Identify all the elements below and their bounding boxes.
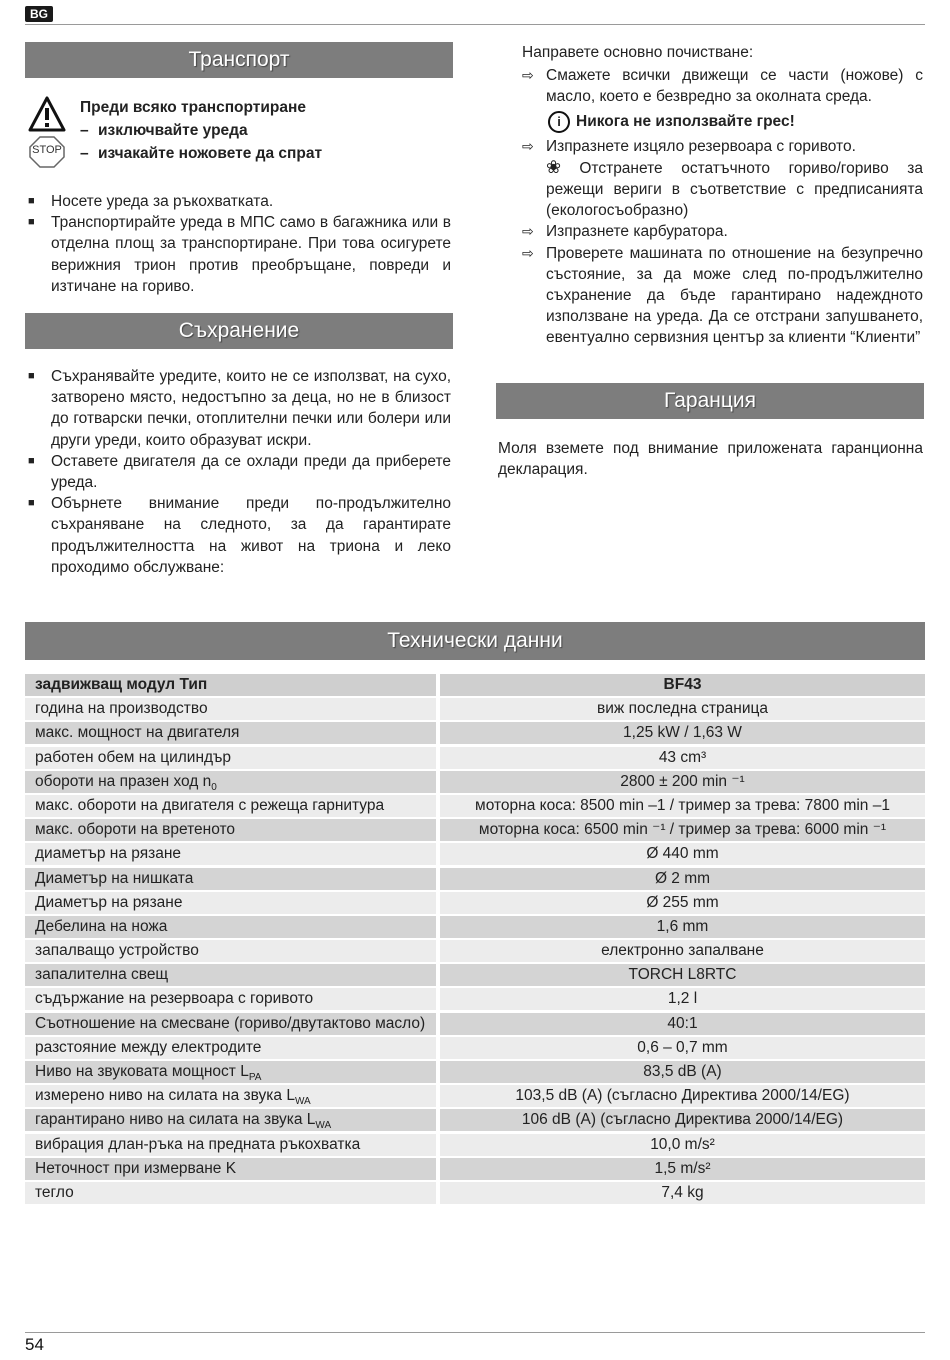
spec-value: 10,0 m/s² xyxy=(440,1134,925,1156)
table-row xyxy=(25,747,925,769)
spec-value: моторна коса: 6500 min ⁻¹ / тример за трева: 6000 min ⁻¹ xyxy=(440,819,925,841)
storage-heading: Съхранение xyxy=(25,313,453,349)
spec-value: 1,2 l xyxy=(440,988,925,1010)
spec-label: диаметър на рязане xyxy=(25,843,436,865)
list-item: ■ Носете уреда за ръкохватката. xyxy=(28,193,274,210)
spec-label: разстояние между електродите xyxy=(25,1037,436,1059)
spec-value: 83,5 dB (A) xyxy=(440,1061,925,1083)
spec-value: моторна коса: 8500 min –1 / тример за трева: 7800 min –1 xyxy=(440,795,925,817)
table-row xyxy=(25,771,925,793)
spec-label: Диаметър на рязане xyxy=(25,892,436,914)
table-row xyxy=(25,940,925,962)
spec-value: 106 dB (A) (съгласно Директива 2000/14/EG) xyxy=(440,1109,925,1131)
list-item: ■ Оставете двигателя да се охлади преди да приберете уреда. xyxy=(28,452,451,492)
table-row xyxy=(25,819,925,841)
spec-label: задвижващ модул Тип xyxy=(25,674,436,696)
transport-heading: Транспорт xyxy=(25,42,453,78)
cleaning-section xyxy=(522,42,923,349)
info-icon: i xyxy=(548,111,570,133)
spec-label: работен обем на цилиндър xyxy=(25,747,436,769)
table-row xyxy=(25,674,925,696)
table-row xyxy=(25,1158,925,1180)
cleaning-item: ⇨ Изпразнете карбуратора. xyxy=(522,221,923,242)
eco-flower-icon: ❀ xyxy=(546,156,576,177)
spec-value: 1,25 kW / 1,63 W xyxy=(440,722,925,744)
spec-value: 1,5 m/s² xyxy=(440,1158,925,1180)
spec-value: виж последна страница xyxy=(440,698,925,720)
spec-value: Ø 2 mm xyxy=(440,868,925,890)
stop-sign-label: STOP xyxy=(32,144,62,156)
arrow-right-icon: ⇨ xyxy=(522,244,534,261)
table-row xyxy=(25,868,925,890)
spec-label: обороти на празен ход $n_0$ xyxy=(25,771,436,793)
cleaning-item: ⇨ Смажете всички движещи се части (ножове) с масло, което е безвредно за околната среда. xyxy=(522,67,923,106)
spec-value: 103,5 dB (A) (съгласно Директива 2000/14/EG) xyxy=(440,1085,925,1107)
spec-value: BF43 xyxy=(440,674,925,696)
eco-note: ❀ Отстранете остатъчното гориво/гориво за режещи вериги в съответствие с предписанията (екологосъобразно) xyxy=(546,156,923,220)
spec-value: 40:1 xyxy=(440,1013,925,1035)
spec-label: вибрация длан-ръка на предната ръкохватка xyxy=(25,1134,436,1156)
spec-label: макс. обороти на двигателя с режеща гарнитура xyxy=(25,795,436,817)
spec-value: 0,6 – 0,7 mm xyxy=(440,1037,925,1059)
spec-value: 7,4 kg xyxy=(440,1182,925,1204)
list-item: ■ Обърнете внимание преди по-продължително съхраняване на следното, за да гарантирате продължителността на живот на триона и леко проходимо обслужване: xyxy=(28,495,451,576)
tech-heading: Технически данни xyxy=(25,622,925,660)
spec-label: запалителна свещ xyxy=(25,964,436,986)
table-row xyxy=(25,1182,925,1204)
table-row xyxy=(25,698,925,720)
table-row xyxy=(25,964,925,986)
spec-label: съдържание на резервоара с горивото xyxy=(25,988,436,1010)
spec-label: измерено ниво на силата на звука $L_{WA}$ xyxy=(25,1085,436,1107)
warranty-heading: Гаранция xyxy=(496,383,924,419)
table-row xyxy=(25,988,925,1010)
table-row xyxy=(25,1109,925,1131)
warning-item: – изчакайте ножовете да спрат xyxy=(80,145,323,162)
table-row xyxy=(25,795,925,817)
list-item: ■ Транспортирайте уреда в МПС само в багажника или в отделна площ за транспортиране. При това осигурете верижния трион против преобръщане, повреди и изтичане на гориво. xyxy=(28,214,451,295)
header-rule xyxy=(25,24,925,25)
spec-value: Ø 255 mm xyxy=(440,892,925,914)
stop-sign-icon xyxy=(29,136,65,168)
table-row xyxy=(25,1134,925,1156)
spec-label: Дебелина на ножа xyxy=(25,916,436,938)
arrow-right-icon: ⇨ xyxy=(522,67,534,84)
spec-label: тегло xyxy=(25,1182,436,1204)
spec-value: 43 cm³ xyxy=(440,747,925,769)
warranty-text: Моля вземете под внимание приложената гаранционна декларация. xyxy=(498,440,923,479)
page-number: 54 xyxy=(25,1335,44,1354)
transport-bullets xyxy=(25,191,451,297)
footer-rule xyxy=(25,1332,925,1333)
table-row xyxy=(25,892,925,914)
warning-title: Преди всяко транспортиране xyxy=(80,99,306,116)
list-item: ■ Съхранявайте уредите, които не се използват, на сухо, затворено място, недостъпно за деца, но не в близост до готварски печки, отоплителни печки или болери или други уреди, които образуват искри. xyxy=(28,368,451,449)
language-badge: BG xyxy=(25,6,53,22)
spec-value: TORCH L8RTC xyxy=(440,964,925,986)
cleaning-item: ⇨ Изпразнете изцяло резервоара с горивото. xyxy=(522,136,923,157)
warning-triangle-icon xyxy=(28,96,66,132)
table-row xyxy=(25,722,925,744)
spec-label: Неточност при измерване K xyxy=(25,1158,436,1180)
grease-note: i Никога не използвайте грес! xyxy=(522,111,923,133)
spec-value: 2800 ± 200 min ⁻¹ xyxy=(440,771,925,793)
tech-table xyxy=(25,674,925,1206)
cleaning-intro: Направете основно почистване: xyxy=(522,44,754,61)
storage-bullets xyxy=(25,366,451,578)
warning-item: – изключвайте уреда xyxy=(80,122,248,139)
table-row xyxy=(25,1013,925,1035)
spec-value: 1,6 mm xyxy=(440,916,925,938)
transport-warning xyxy=(80,96,322,165)
spec-label: Ниво на звуковата мощност $L_{PA}$ xyxy=(25,1061,436,1083)
spec-label: макс. мощност на двигателя xyxy=(25,722,436,744)
table-row xyxy=(25,1085,925,1107)
spec-label: Съотношение на смесване (гориво/двутактово масло) xyxy=(25,1013,436,1035)
table-row xyxy=(25,916,925,938)
spec-value: електронно запалване xyxy=(440,940,925,962)
spec-label: запалващо устройство xyxy=(25,940,436,962)
spec-label: макс. обороти на вретеното xyxy=(25,819,436,841)
spec-label: година на производство xyxy=(25,698,436,720)
table-row xyxy=(25,843,925,865)
table-row xyxy=(25,1061,925,1083)
spec-value: Ø 440 mm xyxy=(440,843,925,865)
spec-label: Диаметър на нишката xyxy=(25,868,436,890)
cleaning-item: ⇨ Проверете машината по отношение на безупречно състояние, за да може след по-продължително съхранение да бъде гарантирано надеждното използване на уреда. Да се отстрани запушването, евентуално сервизния център за клиенти “Клиенти” xyxy=(522,244,923,347)
table-row xyxy=(25,1037,925,1059)
arrow-right-icon: ⇨ xyxy=(522,223,534,240)
arrow-right-icon: ⇨ xyxy=(522,137,534,154)
spec-label: гарантирано ниво на силата на звука $L_{WA}$ xyxy=(25,1109,436,1131)
